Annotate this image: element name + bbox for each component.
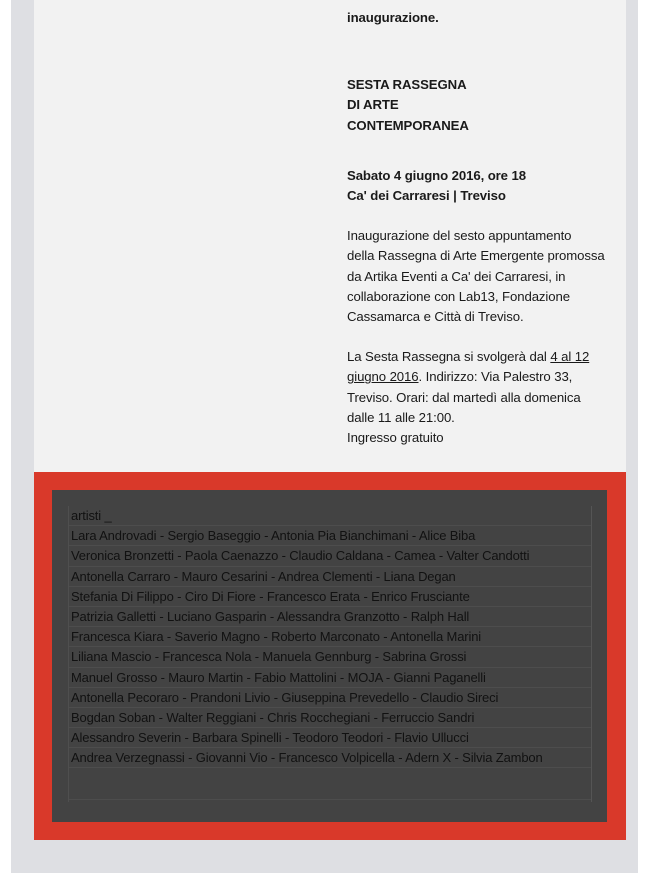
event-title-line-2: DI ARTE (347, 97, 399, 113)
schedule-line-4: dalle 11 alle 21:00. (347, 409, 455, 425)
artist-row: Andrea Verzegnassi - Giovanni Vio - Francesco Volpicella - Adern X - Silvia Zambon (69, 748, 591, 768)
artist-row: Alessandro Severin - Barbara Spinelli - Teodoro Teodori - Flavio Ullucci (69, 728, 591, 748)
artist-row: Veronica Bronzetti - Paola Caenazzo - Claudio Caldana - Camea - Valter Candotti (69, 546, 591, 566)
description-line-4: collaborazione con Lab13, Fondazione (347, 288, 570, 304)
schedule-prefix: La Sesta Rassegna si svolgerà dal (347, 349, 551, 365)
description-line-1: Inaugurazione del sesto appuntamento (347, 228, 572, 244)
event-title-line-1: SESTA RASSEGNA (347, 77, 467, 93)
event-title-line-3: CONTEMPORANEA (347, 117, 469, 133)
artist-row: Bogdan Soban - Walter Reggiani - Chris Rocchegiani - Ferruccio Sandri (69, 708, 591, 728)
artist-row: Antonella Pecoraro - Prandoni Livio - Giuseppina Prevedello - Claudio Sireci (69, 688, 591, 708)
artists-heading: artisti _ (69, 506, 591, 526)
artist-row: Stefania Di Filippo - Ciro Di Fiore - Francesco Erata - Enrico Frusciante (69, 587, 591, 607)
empty-row (69, 768, 591, 800)
admission-text: Ingresso gratuito (347, 430, 444, 446)
artist-row: Liliana Mascio - Francesca Nola - Manuela Gennburg - Sabrina Grossi (69, 647, 591, 667)
schedule-line-2 (347, 367, 617, 387)
date-range-link-start[interactable]: 4 al 12 (550, 349, 590, 365)
artist-row: Antonella Carraro - Mauro Cesarini - Andrea Clementi - Liana Degan (69, 567, 591, 587)
date-range-link-end[interactable]: giugno 2016 (347, 369, 419, 385)
artist-row: Francesca Kiara - Saverio Magno - Roberto Marconato - Antonella Marini (69, 627, 591, 647)
description-line-3: da Artika Eventi a Ca' dei Carraresi, in (347, 268, 566, 284)
event-place: Ca' dei Carraresi | Treviso (347, 188, 506, 204)
event-text-column (347, 0, 617, 448)
intro-tail: inaugurazione. (347, 10, 439, 25)
description-line-2: della Rassegna di Arte Emergente promossa (347, 248, 605, 264)
artist-row: Manuel Grosso - Mauro Martin - Fabio Mattolini - MOJA - Gianni Paganelli (69, 668, 591, 688)
schedule-line-1 (347, 347, 617, 367)
artist-row: Lara Androvadi - Sergio Baseggio - Antonia Pia Bianchimani - Alice Biba (69, 526, 591, 546)
description-line-5: Cassamarca e Città di Treviso. (347, 309, 524, 325)
schedule-line-3: Treviso. Orari: dal martedì alla domenica (347, 389, 581, 405)
address-text: . Indirizzo: Via Palestro 33, (418, 369, 573, 385)
event-date: Sabato 4 giugno 2016, ore 18 (347, 167, 526, 183)
artist-row: Patrizia Galletti - Luciano Gasparin - Alessandra Granzotto - Ralph Hall (69, 607, 591, 627)
artists-table (68, 506, 592, 802)
